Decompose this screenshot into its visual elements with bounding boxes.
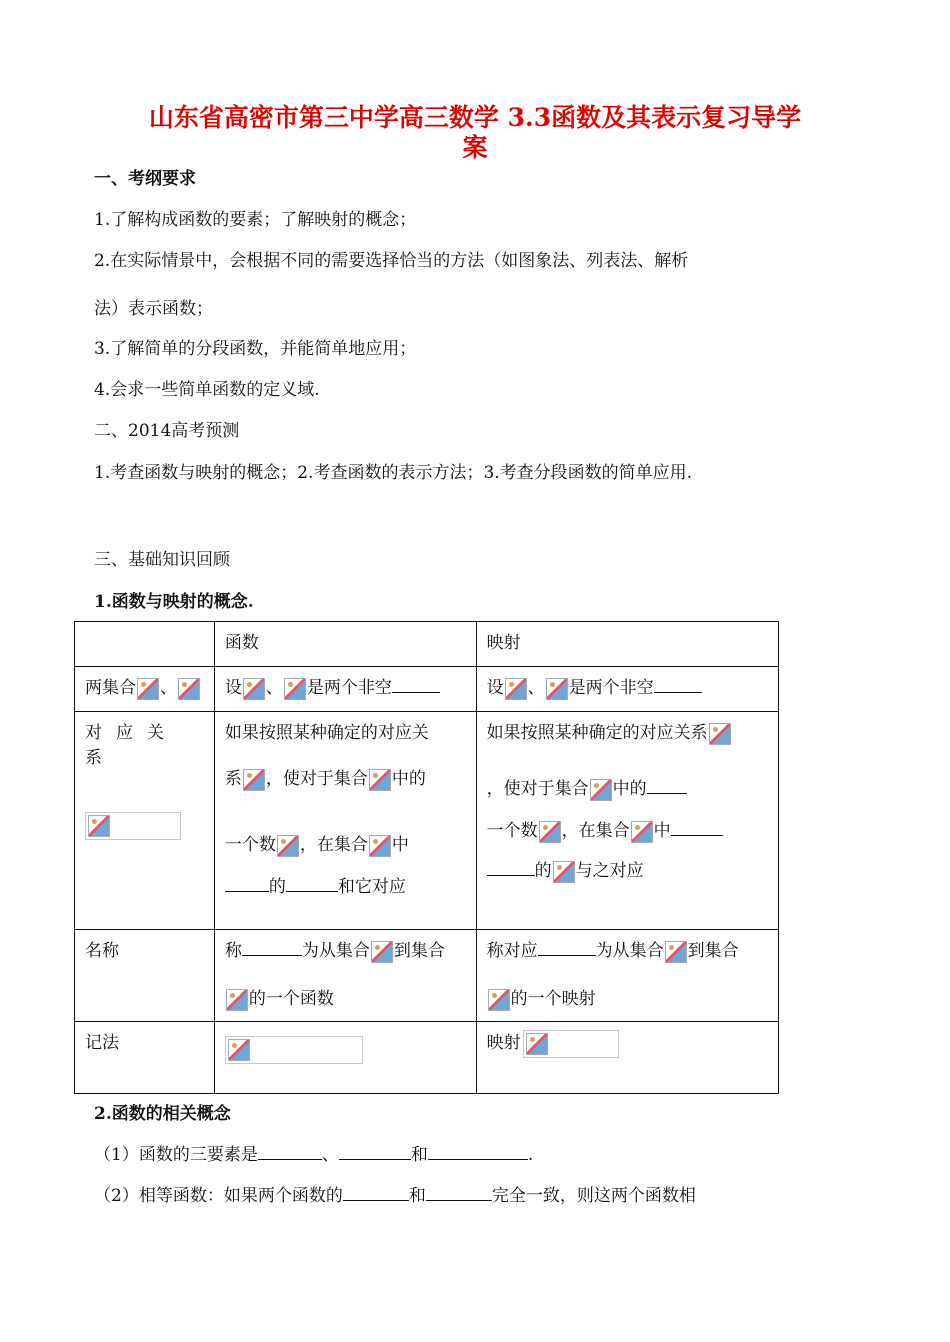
formula-image-icon	[243, 769, 265, 791]
table-header-cell	[75, 622, 215, 667]
table-cell	[476, 930, 778, 1022]
formula-image-icon	[243, 678, 265, 700]
cell-text: 的	[534, 861, 552, 881]
fill-blank[interactable]	[654, 678, 702, 693]
fill-blank[interactable]	[286, 877, 338, 892]
cell-text: 的一个映射	[510, 989, 596, 1009]
table-cell	[214, 930, 476, 1022]
cell-line	[225, 936, 466, 984]
document-title-line2: 案	[462, 133, 488, 162]
fill-blank[interactable]	[225, 877, 269, 892]
cell-text: 的一个函数	[248, 989, 334, 1009]
section2-heading: 二、2014高考预测	[94, 421, 240, 441]
table-cell	[214, 667, 476, 712]
section1-item-2-cont: 法）表示函数；	[94, 299, 213, 319]
cell-text: 中的	[391, 769, 426, 789]
fill-blank[interactable]	[647, 779, 687, 794]
fill-blank[interactable]	[487, 861, 535, 876]
formula-image-frame	[523, 1030, 619, 1058]
cell-text: ，在集合	[299, 835, 368, 855]
cell-text: 为从集合	[595, 941, 664, 961]
question-text: 完全一致，则这两个函数相	[491, 1186, 696, 1206]
section1-item-3: 3.了解简单的分段函数，并能简单地应用；	[94, 339, 417, 359]
section2-text: 1.考查函数与映射的概念；2.考查函数的表示方法；3.考查分段函数的简单应用.	[94, 463, 693, 483]
formula-image-icon	[369, 769, 391, 791]
fill-blank[interactable]	[538, 941, 596, 956]
table-cell	[75, 712, 215, 930]
question-text: （1）函数的三要素是	[94, 1145, 258, 1165]
table-cell	[75, 667, 215, 712]
document-title-line1: 山东省高密市第三中学高三数学 3.3函数及其表示复习导学	[148, 103, 802, 132]
table-header-cell: 函数	[214, 622, 476, 667]
table-row	[75, 667, 779, 712]
cell-line	[487, 856, 768, 883]
cell-text: 称对应	[486, 941, 538, 961]
section1-item-4: 4.会求一些简单函数的定义域.	[94, 380, 320, 400]
question-2	[94, 1181, 696, 1206]
sub-heading-function-concepts: 2.函数的相关概念	[94, 1104, 231, 1124]
question-text: 和	[408, 1186, 426, 1206]
cell-text: ，使对于集合	[486, 779, 589, 799]
table-cell	[214, 1022, 476, 1094]
formula-image-icon	[488, 989, 510, 1011]
cell-text: 映射	[486, 1033, 521, 1053]
question-text: 、	[321, 1145, 339, 1165]
cell-text: 到集合	[687, 941, 739, 961]
table-label: 对应关系	[85, 723, 178, 768]
formula-image-icon	[369, 835, 391, 857]
question-text: 和	[410, 1145, 428, 1165]
formula-image-icon	[665, 941, 687, 963]
formula-image-icon	[284, 678, 306, 700]
formula-image-icon	[631, 821, 653, 843]
cell-text: 是两个非空	[568, 678, 654, 698]
table-row	[75, 712, 779, 930]
sub-heading-function-mapping: 1.函数与映射的概念.	[94, 592, 254, 612]
formula-image-icon	[137, 678, 159, 700]
cell-text: 一个数	[486, 821, 538, 841]
section1-heading: 一、考纲要求	[94, 169, 196, 189]
formula-image-icon	[590, 779, 612, 801]
formula-image-icon	[277, 835, 299, 857]
formula-image-icon	[709, 723, 731, 745]
formula-image-icon	[539, 821, 561, 843]
cell-line	[487, 984, 768, 1011]
cell-text: 、	[265, 678, 283, 698]
cell-text: 、	[527, 678, 545, 698]
table-label: 、	[160, 678, 177, 698]
cell-line	[487, 774, 768, 816]
cell-text: 为从集合	[301, 941, 370, 961]
table-row	[75, 930, 779, 1022]
cell-text: 和它对应	[337, 877, 406, 897]
cell-text: 中	[653, 821, 671, 841]
table-cell	[476, 712, 778, 930]
cell-text: 中	[391, 835, 409, 855]
question-1	[94, 1140, 533, 1165]
formula-image-icon	[546, 678, 568, 700]
formula-image-icon	[88, 815, 110, 837]
formula-image-icon	[228, 1039, 250, 1061]
table-label: 两集合	[85, 678, 136, 698]
cell-line	[487, 718, 768, 774]
table-cell	[476, 667, 778, 712]
cell-text: 称	[224, 941, 242, 961]
table-label: 记法	[75, 1022, 215, 1094]
fill-blank[interactable]	[428, 1145, 528, 1160]
cell-line	[225, 764, 466, 830]
fill-blank[interactable]	[339, 1145, 411, 1160]
cell-text: 如果按照某种确定的对应关系	[486, 723, 708, 743]
fill-blank[interactable]	[426, 1186, 492, 1201]
cell-line	[487, 816, 768, 856]
table-cell	[214, 712, 476, 930]
cell-text: ，使对于集合	[265, 769, 368, 789]
cell-text: ，在集合	[561, 821, 630, 841]
section3-heading: 三、基础知识回顾	[94, 550, 230, 570]
fill-blank[interactable]	[343, 1186, 409, 1201]
formula-image-icon	[226, 989, 248, 1011]
cell-line	[487, 936, 768, 984]
cell-text: 是两个非空	[306, 678, 392, 698]
function-mapping-table	[74, 621, 779, 1094]
cell-line	[225, 872, 466, 897]
cell-text: 到集合	[393, 941, 445, 961]
fill-blank[interactable]	[671, 821, 723, 836]
cell-text: 与之对应	[575, 861, 644, 881]
table-row	[75, 622, 779, 667]
cell-text: 如果按照某种确定的对应关	[224, 723, 429, 743]
section1-item-2: 2.在实际情景中，会根据不同的需要选择恰当的方法（如图象法、列表法、解析	[94, 251, 689, 271]
table-cell	[476, 1022, 778, 1094]
cell-text: 的	[268, 877, 286, 897]
section1-item-1: 1.了解构成函数的要素；了解映射的概念；	[94, 210, 417, 230]
formula-image-icon	[505, 678, 527, 700]
cell-text: 一个数	[224, 835, 276, 855]
cell-text: 系	[224, 769, 242, 789]
table-row	[75, 1022, 779, 1094]
question-text: （2）相等函数：如果两个函数的	[94, 1186, 343, 1206]
cell-line	[225, 830, 466, 872]
fill-blank[interactable]	[258, 1145, 322, 1160]
formula-image-frame	[225, 1036, 363, 1064]
formula-image-icon	[526, 1033, 548, 1055]
cell-line	[225, 984, 466, 1011]
formula-image-icon	[553, 861, 575, 883]
fill-blank[interactable]	[392, 678, 440, 693]
formula-image-icon	[371, 941, 393, 963]
cell-text: 中的	[612, 779, 647, 799]
table-label: 名称	[75, 930, 215, 1022]
question-text: .	[527, 1145, 534, 1165]
formula-image-frame	[85, 812, 181, 840]
fill-blank[interactable]	[242, 941, 302, 956]
cell-text: 设	[486, 678, 504, 698]
formula-image-icon	[178, 678, 200, 700]
table-header-cell: 映射	[476, 622, 778, 667]
cell-text: 设	[224, 678, 242, 698]
